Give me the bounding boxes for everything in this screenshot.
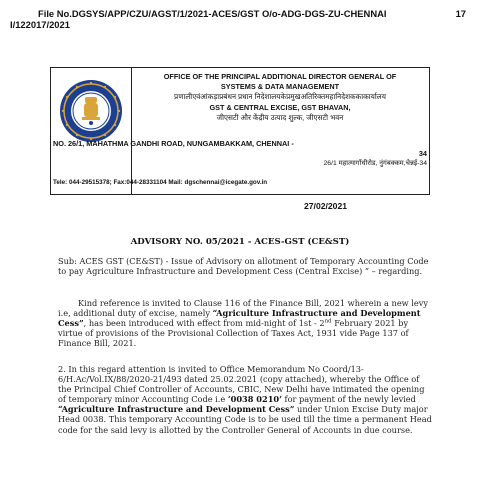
paragraph-2-account-code: ‘0038 0210’: [227, 394, 282, 405]
paragraph-1-sup: nd: [324, 318, 332, 325]
advisory-title: ADVISORY NO. 05/2021 - ACES-GST (CE&ST): [130, 237, 350, 247]
document-date: 27/02/2021: [304, 201, 348, 211]
office-name-hindi: प्रणालीएवंआंकड़ाप्रबंधन प्रधान निदेशालयकेप्रमुखअतिरिक्तमहानिदेशककाकार्यालय: [174, 92, 386, 102]
building-name: GST & CENTRAL EXCISE, GST BHAVAN,: [209, 102, 351, 112]
address-line2: 34: [418, 149, 427, 159]
office-name-line1: OFFICE OF THE PRINCIPAL ADDITIONAL DIRECTOR GENERAL OF: [163, 72, 397, 81]
building-name-hindi: जीएसटी और केंद्रीय उत्पाद शुल्क, जीएसटी भवन: [216, 112, 344, 122]
office-text-block: [135, 72, 425, 123]
paragraph-1-bold: “Agriculture Infrastructure and Development Cess”: [58, 308, 421, 329]
paragraph-2-text-c: under Union Excise Duty major Head 0038. This temporary Accounting Code is to be used till the time a permanent Head code for the said levy is allotted by the Controller General of Accounts in due course.: [58, 404, 432, 435]
file-header: [10, 8, 478, 30]
emblem-box: [51, 68, 132, 194]
paragraph-1: [58, 298, 433, 348]
paragraph-2: [58, 364, 433, 435]
file-number-continuation: I/122017/2021: [10, 19, 70, 30]
contact-line: Tele: 044-29515378; Fax:044-28331104 Mail: dgschennai@icegate.gov.in: [53, 179, 268, 186]
subject-paragraph: Sub: ACES GST (CE&ST) - Issue of Advisory on allotment of Temporary Accounting Code to pay Agriculture Infrastructure and Development Cess (Central Excise) ” – regarding.: [58, 256, 429, 277]
address-block: [53, 139, 427, 170]
paragraph-1-text-c: February 2021 by virtue of provisions of the Provisional Collection of Taxes Act, 1931 vide Page 137 of Finance Bill, 2021.: [58, 318, 409, 349]
letterhead: [50, 67, 430, 195]
file-number: File No.DGSYS/APP/CZU/AGST/1/2021-ACES/GST O/o-ADG-DGS-ZU-CHENNAI: [38, 8, 387, 19]
page-number: 17: [455, 8, 466, 19]
address-hindi: 26/1 महात्मागाँधीरोड, नुंगंबक्कम,चेन्नई-34: [323, 160, 427, 168]
paragraph-2-cess-name: “Agriculture Infrastructure and Development Cess”: [58, 404, 295, 415]
office-name-line2: SYSTEMS & DATA MANAGEMENT: [220, 82, 340, 92]
cbic-emblem-icon: [58, 78, 124, 144]
paragraph-1-text-a: Kind reference is invited to Clause 116 of the Finance Bill, 2021 wherein a new levy i.e, additional duty of excise, namely: [58, 298, 428, 319]
paragraph-1-text-b: , has been introduced with effect from mid-night of 1st - 2: [83, 318, 325, 329]
paragraph-2-text-a: 2. In this regard attention is invited to Office Memorandum No Coord/13-6/H.Ac/Vol.IX/88/2020-21/493 dated 25.02.2021 (copy attached), whereby the Office of the Principal Chief Controller of Accounts, CBIC, New Delhi have intimated the opening of temporary minor Accounting Code i.e: [58, 364, 425, 405]
paragraph-2-text-b: for payment of the newly levied: [281, 394, 416, 405]
address-line1: NO. 26/1, MAHATHMA GANDHI ROAD, NUNGAMBAKKAM, CHENNAI -: [53, 139, 294, 148]
